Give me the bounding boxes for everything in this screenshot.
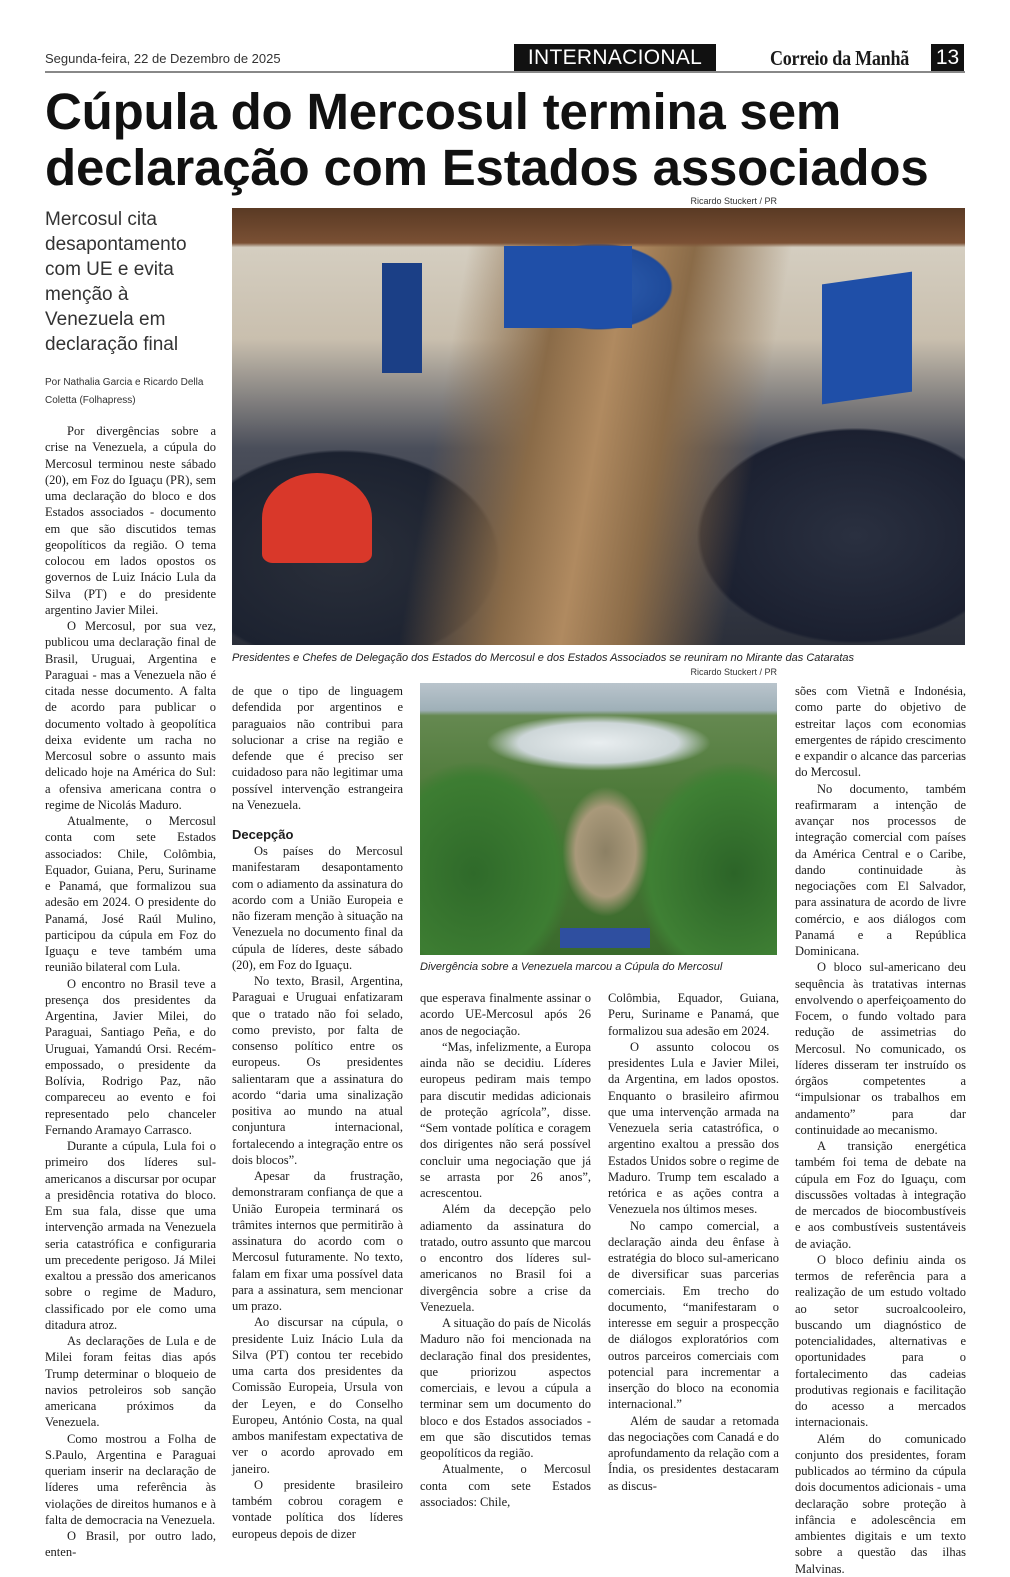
header-divider [45, 71, 965, 73]
section-label: INTERNACIONAL [514, 44, 716, 71]
paragraph: No texto, Brasil, Argentina, Paraguai e Uruguai enfatizaram que o tratado não foi selado, como previsto, por falta de consenso político entre os europeus. Os presidentes salientaram que a assinatura do acordo “daria uma sinalização positiva ao mundo na atual conjuntura internacional, fortalecendo a integração entre os dois blocos”. [232, 974, 403, 1167]
photo-credit-2: Ricardo Stuckert / PR [690, 667, 777, 677]
headline-line-2: declaração com Estados associados [45, 139, 929, 196]
column-1 [45, 423, 216, 1561]
paragraph: A transição energética também foi tema de debate na cúpula em Foz do Iguaçu, com discussões voltadas à integração de mercados de biocombustíveis e aos combustíveis sustentáveis de aviação. [795, 1139, 966, 1251]
paragraph: Atualmente, o Mercosul conta com sete Estados associados: Chile, [420, 1462, 591, 1509]
paragraph: O assunto colocou os presidentes Lula e Javier Milei, da Argentina, em lados opostos. Enquanto o brasileiro afirmou que uma intervenção armada na Venezuela seria catastrófica, o argentino exaltou a pressão dos Estados Unidos sobre o regime de Maduro. Trump tem escalado a retórica e as ações contra a Venezuela nos últimos meses. [608, 1039, 779, 1217]
paragraph: Colômbia, Equador, Guiana, Peru, Suriname e Panamá, que formalizou sua adesão em 2024. [608, 991, 779, 1038]
photo-credit-1: Ricardo Stuckert / PR [690, 196, 777, 206]
column-4 [608, 990, 779, 1494]
paragraph: Além da decepção pelo adiamento da assinatura do tratado, outro assunto que marcou o encontro dos líderes sul-americanos no Brasil foi a divergência sobre a crise da Venezuela. [420, 1202, 591, 1314]
paragraph: Atualmente, o Mercosul conta com sete Estados associados: Chile, Colômbia, Equador, Guiana, Peru, Suriname e Panamá, que formalizou sua adesão em 2024. O presidente do Panamá, José Raúl Mulino, participou da cúpula em Foz do Iguaçu e teve também uma reunião bilateral com Lula. [45, 814, 216, 975]
paragraph: A situação do país de Nicolás Maduro não foi mencionada na declaração final dos presidentes, que priorizou aspectos comerciais, e levou a cúpula a terminar sem um documento do bloco e dos Estados associados - em que são discutidos temas geopolíticos da região. [420, 1316, 591, 1460]
summit-meeting-photo [232, 208, 965, 645]
issue-date: Segunda-feira, 22 de Dezembro de 2025 [45, 51, 281, 66]
photo-caption-1: Presidentes e Chefes de Delegação dos Estados do Mercosul e dos Estados Associados se reuniram no Mirante das Cataratas [232, 652, 855, 664]
paragraph: “Mas, infelizmente, a Europa ainda não se decidiu. Líderes europeus pediram mais tempo para discutir medidas adicionais de proteção agrícola”, disse. “Sem vontade política e coragem dos dirigentes não será possível concluir uma negociação que já se arrasta por 26 anos”, acrescentou. [420, 1039, 591, 1200]
paragraph: No campo comercial, a declaração ainda deu ênfase à estratégia do bloco sul-americano de diversificar suas parcerias comerciais. Em trecho do documento, “manifestaram o interesse em seguir a prospecção de diálogos exploratórios com outros parceiros comerciais com potencial para incrementar a inserção do bloco na economia internacional.” [608, 1218, 779, 1412]
deck: Mercosul cita desapontamento com UE e evita menção à Venezuela em declaração final [45, 209, 187, 355]
page-number: 13 [931, 44, 964, 71]
paragraph: O presidente brasileiro também cobrou coragem e vontade política dos líderes europeus depois de dizer [232, 1477, 403, 1541]
column-2-top [232, 683, 403, 813]
paragraph: sões com Vietnã e Indonésia, como parte do objetivo de estreitar laços com economias emergentes de rápido crescimento e expandir o alcance das parcerias do Mercosul. [795, 684, 966, 780]
paragraph: As declarações de Lula e de Milei foram feitas dias após Trump determinar o bloqueio de navios petroleiros sob sanção americana próximos da Venezuela. [45, 1334, 216, 1430]
paragraph: O bloco definiu ainda os termos de referência para a realização de um estudo voltado ao setor sucroalcooleiro, buscando um diagnóstico de potencialidades, alternativas e oportunidades para o fortalecimento das cadeias produtivas regionais e facilitação do acesso a mercados internacionais. [795, 1252, 966, 1430]
byline: Por Nathalia Garcia e Ricardo Della Coletta (Folhapress) [45, 377, 204, 406]
paragraph: Ao discursar na cúpula, o presidente Luiz Inácio Lula da Silva (PT) contou ter recebido uma carta dos presidentes da Comissão Europeia, Ursula von der Leyen, e do Conselho Europeu, António Costa, na qual ambos manifestam expectativa de ver o acordo aprovado em janeiro. [232, 1315, 403, 1476]
newspaper-logo: Correio da Manhã [770, 46, 910, 70]
paragraph: No documento, também reafirmaram a intenção de avançar nos processos de integração comercial com países da América Central e o Caribe, dando continuidade às negociações com El Salvador, para assinatura de acordo de livre comércio, e aos diálogos com Panamá e a República Dominicana. [795, 781, 966, 958]
paragraph: Além de saudar a retomada das negociações com Canadá e do aprofundamento da relação com a Índia, os presidentes destacaram as discus- [608, 1413, 779, 1493]
paragraph: Além do comunicado conjunto dos presidentes, foram publicados ao término da cúpula dois documentos adicionais - uma declaração sobre proteção à infância e adolescência em ambientes digitais e um texto sobre a questão das ilhas Malvinas. [795, 1431, 966, 1576]
column-3 [420, 990, 591, 1510]
paragraph: O bloco sul-americano deu sequência às tratativas internas envolvendo o aperfeiçoamento do Focem, o fundo voltado para redução de assimetrias do Mercosul. No comunicado, os líderes disseram ter instruído os órgãos competentes a “impulsionar os trabalhos em andamento” para dar continuidade ao mecanismo. [795, 960, 966, 1137]
paragraph: que esperava finalmente assinar o acordo UE-Mercosul após 26 anos de negociação. [420, 991, 591, 1038]
subheading: Decepção [232, 827, 294, 842]
paragraph: Durante a cúpula, Lula foi o primeiro dos líderes sul-americanos a discursar por ocupar a presidência rotativa do bloco. Em sua fala, disse que uma intervenção armada na Venezuela seria catastrófica e configuraria um precedente perigoso. Já Milei exaltou a pressão dos americanos sobre o regime de Maduro, classificado por ele como uma ditadura atroz. [45, 1139, 216, 1332]
paragraph: O encontro no Brasil teve a presença dos presidentes da Argentina, Javier Milei, do Paraguai, Santiago Peña, e do Uruguai, Yamandú Orsi. Recém-empossado, o presidente da Bolívia, Rodrigo Paz, não compareceu ao evento e foi representado pelo chanceler Fernando Aramayo Carrasco. [45, 976, 216, 1137]
headline-line-1: Cúpula do Mercosul termina sem [45, 83, 842, 140]
column-5 [795, 683, 966, 1577]
column-2-body [232, 843, 403, 1542]
paragraph: O Brasil, por outro lado, enten- [45, 1529, 216, 1560]
column-2 [232, 683, 403, 1542]
paragraph: de que o tipo de linguagem defendida por argentinos e paraguaios não contribui para solucionar a crise na região e defende que é preciso ser cuidadoso para não legitimar uma possível intervenção estrangeira na Venezuela. [232, 684, 403, 812]
paragraph: Apesar da frustração, demonstraram confiança de que a União Europeia terminará os trâmites internos que permitirão à assinatura do acordo com o Mercosul futuramente. No texto, falam em fixar uma possível data para a assinatura, sem mencionar um prazo. [232, 1169, 403, 1313]
paragraph: Como mostrou a Folha de S.Paulo, Argentina e Paraguai queriam inserir na declaração de líderes uma referência às violações de direitos humanos e à falta de democracia na Venezuela. [45, 1431, 216, 1527]
paragraph: Por divergências sobre a crise na Venezuela, a cúpula do Mercosul terminou neste sábado (20), em Foz do Iguaçu (PR), sem uma declaração do bloco e dos Estados associados - documento em que são discutidos temas geopolíticos da região. O tema colocou em lados opostos os governos de Luiz Inácio Lula da Silva (PT) e do presidente argentino Javier Milei. [45, 424, 216, 617]
paragraph: Os países do Mercosul manifestaram desapontamento com o adiamento da assinatura do acordo com a União Europeia e não fizeram menção à situação na Venezuela no documento final da cúpula de líderes, deste sábado (20), em Foz do Iguaçu. [232, 844, 403, 972]
iguacu-falls-photo [420, 683, 777, 955]
paragraph: O Mercosul, por sua vez, publicou uma declaração final de Brasil, Uruguai, Argentina e Paraguai - mas a Venezuela não é citada nesse documento. A falta de acordo para publicar o documento voltado à geopolítica deixa evidente um racha no Mercosul sobre o assunto mais delicado hoje na América do Sul: a ofensiva americana contra o regime de Nicolás Maduro. [45, 619, 216, 812]
photo-caption-2: Divergência sobre a Venezuela marcou a Cúpula do Mercosul [420, 961, 723, 973]
headline [45, 84, 975, 196]
